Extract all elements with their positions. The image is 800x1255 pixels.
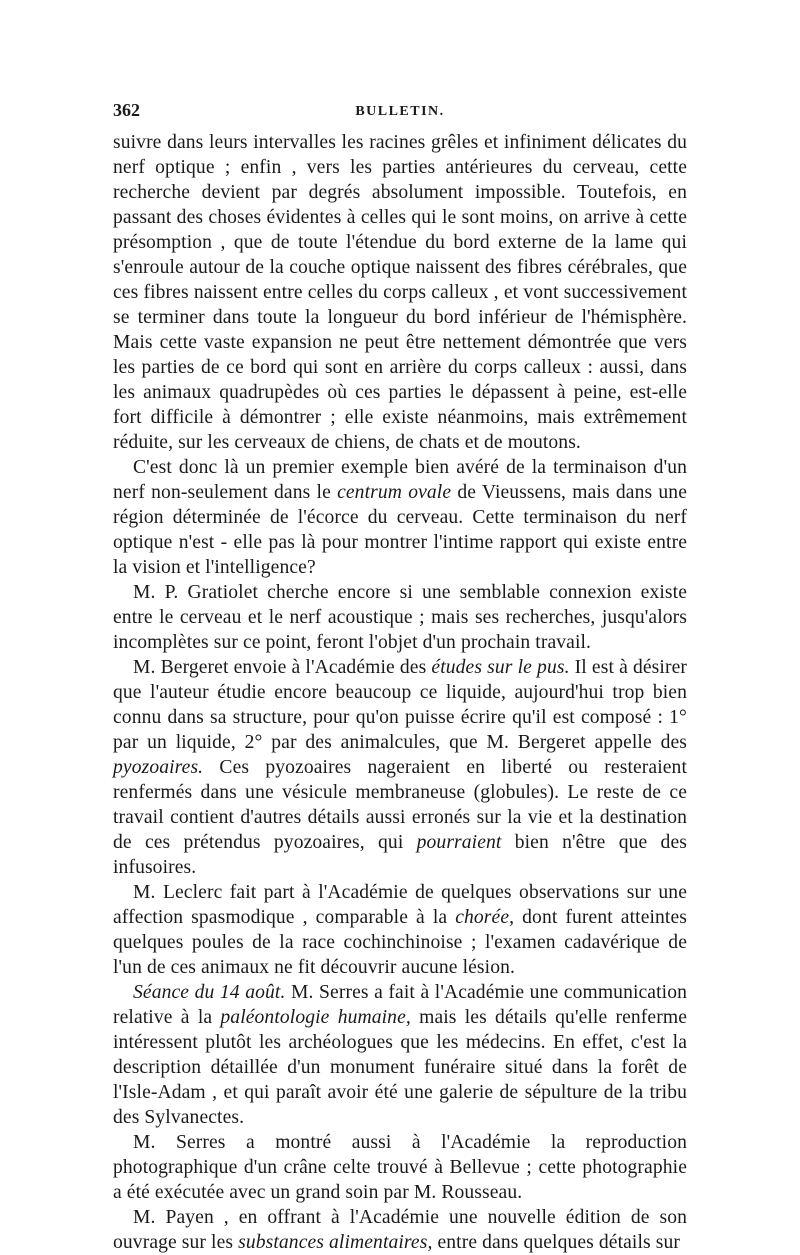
italic-run: chorée,: [455, 907, 515, 928]
italic-run: études sur le pus.: [431, 657, 570, 678]
paragraph-p3: [113, 580, 687, 655]
paragraph-p7: [113, 1130, 687, 1205]
text-run: M. Serres a fait à l'Académie une communication relative à la: [113, 982, 687, 1028]
paragraph-p6: [113, 980, 687, 1130]
page-number: 362: [113, 100, 140, 120]
paragraph-p2: [113, 455, 687, 580]
text-run: dont furent atteintes quelques poules de la race cochinchinoise ; l'examen cadavérique de l'un de ces animaux ne fit découvrir aucune lésion.: [113, 907, 687, 978]
italic-run: Séance du 14 août.: [133, 982, 286, 1003]
text-run: M. P. Gratiolet cherche encore si une semblable connexion existe entre le cerveau et le nerf acoustique ; mais ses recherches, jusqu'alors incomplètes sur ce point, feront l'objet d'un prochain travail.: [113, 582, 687, 653]
paragraph-p5: [113, 880, 687, 980]
text-run: de Vieussens, mais dans une région déterminée de l'écorce du cerveau. Cette terminaison du nerf optique n'est - elle pas là pour montrer l'intime rapport qui existe entre la vision et l'intelligence?: [113, 482, 687, 578]
body-text: [113, 130, 687, 1255]
text-run: M. Bergeret envoie à l'Académie des: [133, 657, 432, 678]
italic-run: substances alimentaires,: [238, 1232, 433, 1253]
paragraph-p8: [113, 1205, 687, 1255]
italic-run: pourraient: [416, 832, 502, 853]
text-run: mais les détails qu'elle renferme intéressent plutôt les archéologues que les médecins. En effet, c'est la description détaillée d'un monument funéraire situé dans la forêt de l'Isle-Adam , et qui paraît avoir été une galerie de sépulture de la tribu des Sylvanectes.: [113, 1007, 687, 1128]
paragraph-p1: [113, 130, 687, 455]
text-run: M. Payen , en offrant à l'Académie une nouvelle édition de son ouvrage sur les: [113, 1207, 687, 1253]
italic-run: paléontologie humaine,: [220, 1007, 411, 1028]
running-head: BULLETIN.: [355, 104, 445, 119]
text-run: suivre dans leurs intervalles les racines grêles et infiniment délicates du nerf optique ; enfin , vers les parties antérieures du cerveau, cette recherche devient par degrés absolument impossible. Toutefois, en passant des choses évidentes à celles qui le sont moins, on arrive à cette présomption , que de toute l'étendue du bord externe de la lame qui s'enroule autour de la couche optique naissent des fibres cérébrales, que ces fibres naissent entre celles du corps calleux , et vont successivement se terminer dans toute la longueur du bord inférieur de l'hémisphère. Mais cette vaste expansion ne peut être nettement démontrée que vers les parties de ce bord qui sont en arrière du corps calleux : aussi, dans les animaux quadrupèdes où ces parties le dépassent à peine, est-elle fort difficile à démontrer ; elle existe néanmoins, mais extrêmement réduite, sur les cerveaux de chiens, de chats et de moutons.: [113, 132, 687, 453]
text-run: M. Serres a montré aussi à l'Académie la reproduction photographique d'un crâne celte trouvé à Bellevue ; cette photographie a été exécutée avec un grand soin par M. Rousseau.: [113, 1132, 687, 1203]
text-run: M. Leclerc fait part à l'Académie de quelques observations sur une affection spasmodique , comparable à la: [113, 882, 687, 928]
italic-run: centrum ovale: [337, 482, 452, 503]
text-run: bien n'être que des infusoires.: [113, 832, 687, 878]
text-run: entre dans quelques détails sur: [432, 1232, 680, 1253]
text-run: Il est à désirer que l'auteur étudie encore beaucoup ce liquide, aujourd'hui trop bien connu dans sa structure, pour qu'on puisse écrire qu'il est composé : 1° par un liquide, 2° par des animalcules, que M. Bergeret appelle des: [113, 657, 687, 753]
text-run: Ces pyozoaires nageraient en liberté ou resteraient renfermés dans une vésicule membraneuse (globules). Le reste de ce travail contient d'autres détails aussi erronés sur la vie et la destination de ces prétendus pyozoaires, qui: [113, 757, 687, 853]
paragraph-p4: [113, 655, 687, 880]
italic-run: pyozoaires.: [113, 757, 204, 778]
text-run: C'est donc là un premier exemple bien avéré de la terminaison d'un nerf non-seulement dans le: [113, 457, 687, 503]
